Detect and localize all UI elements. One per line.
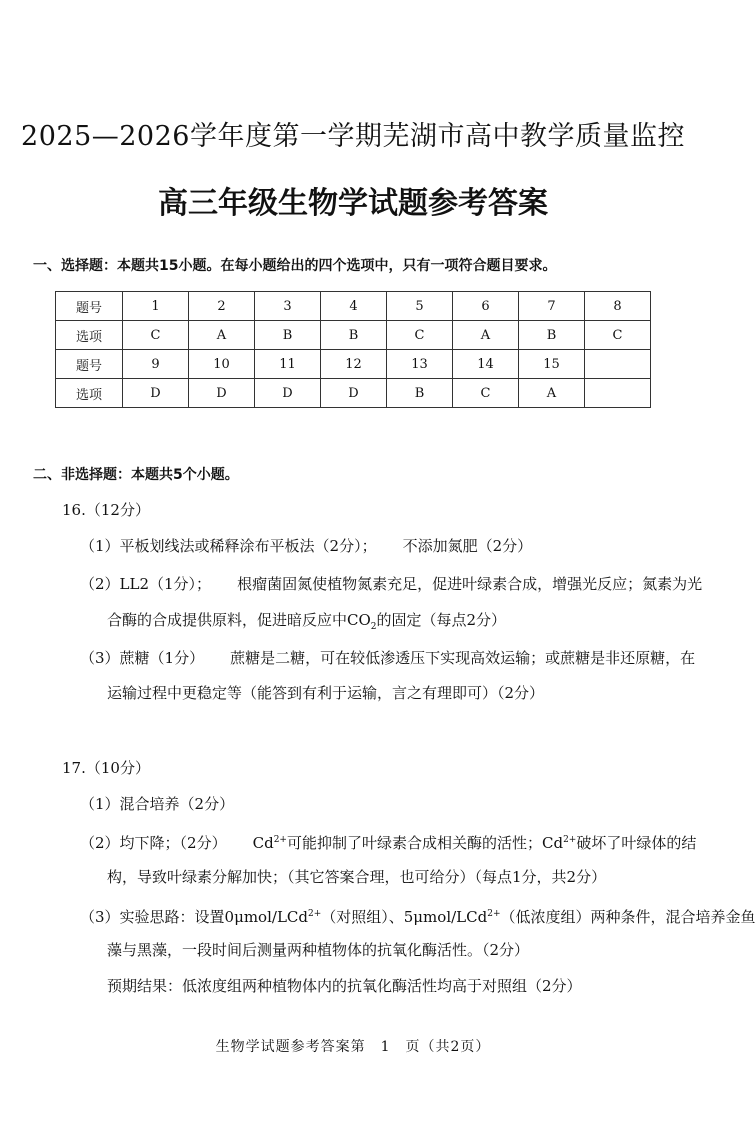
table-cell: C — [585, 321, 651, 350]
q16-answer-2-cont-a: 合酶的合成提供原料，促进暗反应中CO — [107, 611, 371, 629]
table-cell: 3 — [255, 292, 321, 321]
table-cell: B — [321, 321, 387, 350]
table-cell — [585, 350, 651, 379]
section-2-heading: 二、非选择题：本题共5个小题。 — [33, 467, 239, 483]
table-cell: 13 — [387, 350, 453, 379]
table-cell-label: 题号 — [56, 350, 123, 379]
q16-answer-1-part-a: （1）平板划线法或稀释涂布平板法（2分）； — [80, 537, 377, 555]
table-row — [56, 292, 651, 321]
table-cell: 5 — [387, 292, 453, 321]
q17-answer-3-a1: （3）实验思路：设置0μmol/LCd — [80, 908, 308, 926]
q17-answer-1: （1）混合培养（2分） — [80, 795, 235, 813]
table-row — [56, 379, 651, 408]
table-cell: B — [519, 321, 585, 350]
table-cell-label: 选项 — [56, 379, 123, 408]
q16-answer-3-cont: 运输过程中更稳定等（能答到有利于运输，言之有理即可）（2分） — [107, 684, 545, 702]
superscript: 2+ — [487, 909, 501, 919]
page-footer: 生物学试题参考答案第 1 页（共2页） — [215, 1039, 491, 1055]
table-row — [56, 321, 651, 350]
superscript: 2+ — [307, 909, 322, 919]
table-cell-label: 选项 — [56, 321, 123, 350]
table-cell: D — [189, 379, 255, 408]
q17-answer-3-a3: （低浓度组）两种条件，混合培养金鱼 — [500, 908, 756, 926]
table-cell: B — [255, 321, 321, 350]
answer-table — [55, 291, 651, 408]
question-16-header: 16.（12分） — [62, 501, 150, 519]
table-cell: 15 — [519, 350, 585, 379]
table-cell: 9 — [123, 350, 189, 379]
table-cell: 10 — [189, 350, 255, 379]
table-cell: A — [453, 321, 519, 350]
q17-answer-2-cont: 构，导致叶绿素分解加快；（其它答案合理，也可给分）（每点1分，共2分） — [107, 868, 607, 886]
table-row — [56, 350, 651, 379]
table-cell: 6 — [453, 292, 519, 321]
question-17-header: 17.（10分） — [62, 759, 150, 777]
table-cell — [585, 379, 651, 408]
table-cell: C — [387, 321, 453, 350]
table-cell: 12 — [321, 350, 387, 379]
document-title: 2025—2026学年度第一学期芜湖市高中教学质量监控 — [21, 121, 685, 152]
table-cell: C — [453, 379, 519, 408]
table-cell: 8 — [585, 292, 651, 321]
table-cell: A — [519, 379, 585, 408]
q17-answer-2-b3: 破坏了叶绿体的结 — [576, 834, 697, 852]
table-cell: C — [123, 321, 189, 350]
q16-answer-3-part-a: （3）蔗糖（1分） — [80, 649, 205, 667]
table-cell: 7 — [519, 292, 585, 321]
table-cell: B — [387, 379, 453, 408]
table-cell: 11 — [255, 350, 321, 379]
q16-answer-1-part-b: 不添加氮肥（2分） — [402, 537, 533, 555]
q16-answer-2 — [80, 574, 702, 594]
section-1-heading: 一、选择题：本题共15小题。在每小题给出的四个选项中，只有一项符合题目要求。 — [33, 258, 557, 274]
table-cell: A — [189, 321, 255, 350]
co2-subscript: 2 — [370, 622, 377, 632]
table-cell: 4 — [321, 292, 387, 321]
q16-answer-2-part-b: 根瘤菌固氮使植物氮素充足，促进叶绿素合成，增强光反应；氮素为光 — [237, 575, 703, 593]
q17-answer-3-cont: 藻与黑藻，一段时间后测量两种植物体的抗氧化酶活性。（2分） — [107, 941, 530, 959]
superscript: 2+ — [563, 835, 577, 845]
q17-answer-2 — [80, 830, 696, 853]
q17-answer-2-b1: Cd — [252, 834, 274, 852]
table-cell: D — [321, 379, 387, 408]
q16-answer-3-part-b: 蔗糖是二糖，可在较低渗透压下实现高效运输；或蔗糖是非还原糖，在 — [230, 649, 696, 667]
q17-answer-2-part-a: （2）均下降；（2分） — [80, 834, 227, 852]
table-cell: 2 — [189, 292, 255, 321]
table-cell: D — [123, 379, 189, 408]
q17-answer-3-a2: （对照组）、5μmol/LCd — [321, 908, 488, 926]
q16-answer-3 — [80, 648, 695, 668]
table-cell-label: 题号 — [56, 292, 123, 321]
q16-answer-2-part-a: （2）LL2（1分）； — [80, 575, 212, 593]
q17-answer-3 — [80, 904, 756, 927]
q17-answer-2-b2: 可能抑制了叶绿素合成相关酶的活性；Cd — [286, 834, 564, 852]
q16-answer-1 — [80, 536, 532, 556]
q16-answer-2-cont-b: 的固定（每点2分） — [376, 611, 507, 629]
table-cell: D — [255, 379, 321, 408]
document-subtitle: 高三年级生物学试题参考答案 — [158, 186, 548, 221]
table-cell: 14 — [453, 350, 519, 379]
q16-answer-2-cont — [107, 610, 506, 637]
table-cell: 1 — [123, 292, 189, 321]
q17-expected-result: 预期结果：低浓度组两种植物体内的抗氧化酶活性均高于对照组（2分） — [107, 977, 582, 995]
superscript: 2+ — [273, 835, 287, 845]
